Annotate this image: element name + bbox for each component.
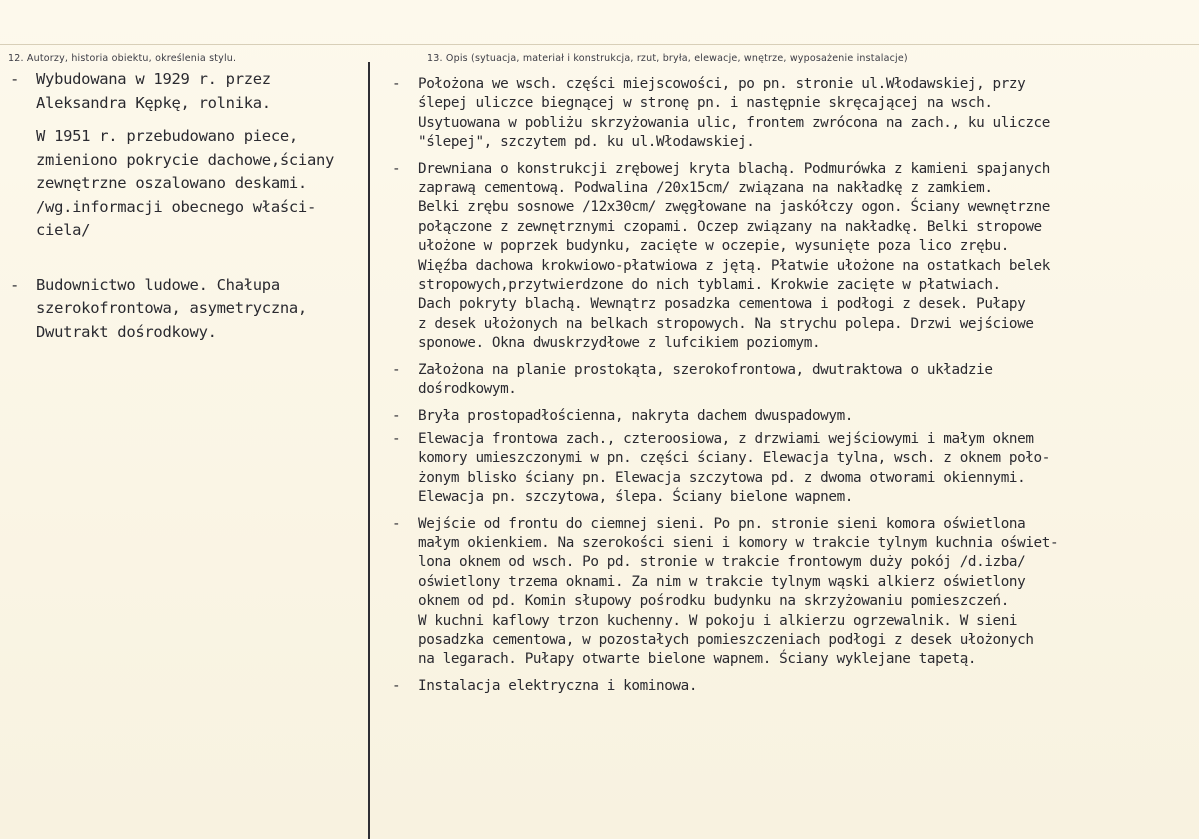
text-line: stropowych,przytwierdzone do nich tyblami. Krokwie zacięte w płatwiach.: [418, 277, 1001, 294]
dash-marker: -: [392, 515, 401, 532]
description-plan: [392, 361, 1192, 400]
text-line: posadzka cementowa, w pozostałych pomieszczeniach podłogi z desek ułożonych: [418, 631, 1034, 648]
text-line: zewnętrzne oszalowano deskami.: [36, 174, 307, 192]
description-location: [392, 75, 1192, 153]
text-line: z desek ułożonych na belkach stropowych. Na strychu polepa. Drzwi wejściowe: [418, 315, 1034, 332]
text-line: Położona we wsch. części miejscowości, po pn. stronie ul.Włodawskiej, przy: [418, 76, 1026, 92]
text-line: oknem od pd. Komin słupowy pośrodku budynku na skrzyżowaniu pomieszczeń.: [418, 593, 1009, 610]
text-line: szerokofrontowa, asymetryczna,: [36, 299, 307, 317]
text-line: ułożone w poprzek budynku, zacięte w oczepie, wysunięte poza lico zrębu.: [418, 238, 1009, 255]
text-line: Belki zrębu sosnowe /12x30cm/ zwęgłowane na jaskółczy ogon. Ściany wewnętrzne: [418, 199, 1050, 216]
dash-marker: -: [10, 70, 20, 88]
description-construction: [392, 160, 1192, 354]
section-12-header: 12. Autorzy, historia obiektu, określenia stylu.: [8, 53, 237, 64]
dash-marker: -: [392, 430, 401, 447]
dash-marker: -: [392, 677, 401, 694]
text-line: "ślepej", szczytem pd. ku ul.Włodawskiej.: [418, 134, 755, 151]
history-rebuild-note: [10, 125, 366, 243]
text-line: połączone z zewnętrznymi czopami. Oczep związany na nakładkę. Belki stropowe: [418, 218, 1042, 235]
dash-marker: -: [392, 361, 401, 378]
text-line: Wybudowana w 1929 r. przez: [36, 70, 271, 88]
text-line: /wg.informacji obecnego właści-: [36, 197, 316, 216]
history-item-style: [10, 274, 366, 345]
text-line: komory umieszczonymi w pn. części ściany. Elewacja tylna, wsch. z oknem poło-: [418, 450, 1050, 467]
text-line: dośrodkowym.: [418, 381, 517, 398]
section-13-header: 13. Opis (sytuacja, materiał i konstrukcja, rzut, bryła, elewacje, wnętrze, wyposażenie instalacje): [427, 53, 908, 64]
text-line: Usytuowana w pobliżu skrzyżowania ulic, frontem zwrócona na zach., ku uliczce: [418, 114, 1050, 131]
history-item-construction: [10, 68, 366, 115]
text-line: Założona na planie prostokąta, szerokofrontowa, dwutraktowa o układzie: [418, 361, 993, 378]
text-line: W 1951 r. przebudowano piece,: [36, 127, 298, 145]
text-line: Budownictwo ludowe. Chałupa: [36, 275, 280, 294]
text-line: ciela/: [36, 221, 91, 239]
column-divider: [368, 62, 370, 839]
text-line: małym okienkiem. Na szerokości sieni i komory w trakcie tylnym kuchnia oświet-: [418, 534, 1059, 551]
text-line: Więźba dachowa krokwiowo-płatwiowa z jętą. Płatwie ułożone na ostatkach belek: [418, 257, 1050, 274]
text-line: oświetlony trzema oknami. Za nim w trakcie tylnym wąski alkierz oświetlony: [418, 573, 1026, 590]
dash-marker: -: [392, 407, 401, 424]
top-rule: [0, 44, 1199, 45]
text-line: Instalacja elektryczna i kominowa.: [418, 677, 698, 694]
text-line: zaprawą cementową. Podwalina /20x15cm/ związana na nakładkę z zamkiem.: [418, 180, 993, 197]
description-column: [392, 75, 1192, 703]
description-interior: [392, 515, 1192, 670]
text-line: Wejście od frontu do ciemnej sieni. Po pn. stronie sieni komora oświetlona: [418, 515, 1026, 532]
text-line: Elewacja pn. szczytowa, ślepa. Ściany bielone wapnem.: [418, 489, 853, 506]
history-column: [10, 68, 366, 344]
text-line: Dach pokryty blachą. Wewnątrz posadzka cementowa i podłogi z desek. Pułapy: [418, 296, 1026, 313]
text-line: żonym blisko ściany pn. Elewacja szczytowa pd. z dwoma otworami okiennymi.: [418, 469, 1026, 486]
text-line: Elewacja frontowa zach., czteroosiowa, z drzwiami wejściowymi i małym oknem: [418, 430, 1034, 447]
description-elevations: [392, 430, 1192, 508]
text-line: Aleksandra Kępkę, rolnika.: [36, 93, 271, 112]
text-line: ślepej uliczce biegnącej w stronę pn. i następnie skręcającej na wsch.: [418, 95, 993, 112]
text-line: Drewniana o konstrukcji zrębowej kryta blachą. Podmurówka z kamieni spajanych: [418, 160, 1050, 177]
text-line: na legarach. Pułapy otwarte bielone wapnem. Ściany wyklejane tapetą.: [418, 651, 977, 668]
description-form: [392, 407, 1192, 426]
text-line: zmieniono pokrycie dachowe,ściany: [36, 150, 335, 169]
dash-marker: -: [392, 76, 401, 92]
description-installations: [392, 677, 1192, 696]
text-line: W kuchni kaflowy trzon kuchenny. W pokoju i alkierzu ogrzewalnik. W sieni: [418, 612, 1018, 629]
dash-marker: -: [392, 160, 401, 177]
text-line: sponowe. Okna dwuskrzydłowe z lufcikiem poziomym.: [418, 335, 821, 352]
dash-marker: -: [10, 275, 20, 294]
text-line: Bryła prostopadłościenna, nakryta dachem dwuspadowym.: [418, 407, 853, 424]
text-line: lona oknem od wsch. Po pd. stronie w trakcie frontowym duży pokój /d.izba/: [418, 554, 1026, 571]
text-line: Dwutrakt dośrodkowy.: [36, 322, 217, 341]
